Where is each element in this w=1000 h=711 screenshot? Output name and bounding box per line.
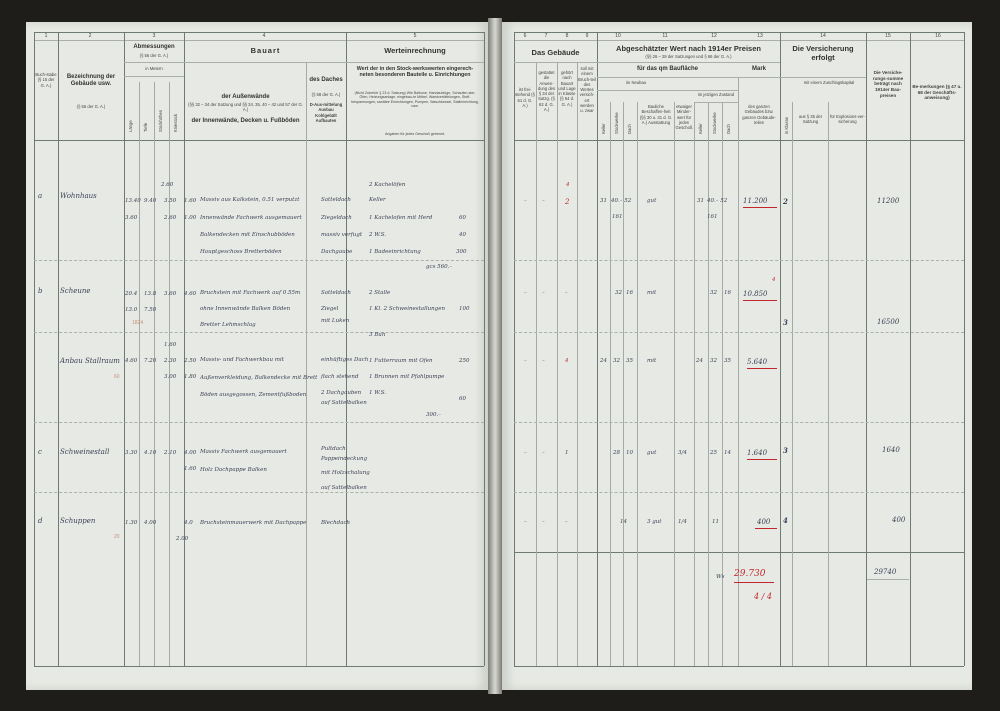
frei-value: – — [524, 519, 527, 525]
anw-value: – — [542, 290, 545, 296]
header-ausmittlung: D-Aus-mittelung Ausbau Kohlgebält Aufbauten — [309, 102, 343, 123]
wert-value: 100 — [459, 306, 470, 312]
row-letter: a — [38, 192, 43, 200]
qm-stockwerke: 40.– 52 — [611, 198, 632, 204]
col-divider — [154, 82, 155, 666]
row-letter: d — [38, 517, 43, 525]
header-daches: des Daches — [309, 77, 343, 83]
col-number: 11 — [662, 33, 668, 39]
dim-value: 1.00 — [184, 215, 197, 221]
anw-value: – — [542, 358, 545, 364]
sub-rule — [124, 76, 184, 77]
frei-value: – — [524, 290, 527, 296]
header-bottom-rule — [34, 140, 484, 141]
dim-value: 1.60 — [184, 466, 197, 472]
aussen-text: Holz Dachpappe Balken — [200, 467, 267, 473]
header-aus-35: aus § 35 der Satzung — [798, 114, 823, 125]
col-divider — [792, 102, 793, 666]
dach-text: Dachgaube — [321, 249, 353, 255]
wert-text: 1 W.S. — [369, 390, 387, 396]
header-buchstabe: Buch-stabe (§ 15 der G. A.) — [35, 72, 57, 88]
header-das-gebaeude: Das Gebäude — [531, 48, 580, 57]
dim-value: 2.30 — [164, 358, 177, 364]
dach-text: mit Holzschalung — [321, 470, 370, 476]
wert-text: 2 Stalle — [369, 290, 391, 296]
column-number-rule — [514, 40, 964, 41]
left-page — [26, 22, 488, 690]
total-prefix: Ws — [716, 574, 725, 580]
col-number: 15 — [885, 33, 891, 39]
klasse-value: – — [565, 519, 568, 525]
col-divider — [346, 32, 347, 666]
frame-right — [484, 32, 485, 666]
col-divider — [124, 32, 125, 666]
anw-value: – — [542, 519, 545, 525]
header-mark: Mark — [751, 66, 766, 72]
aussen-text: Bruchstein mit Fachwerk auf 0.55m — [200, 290, 301, 296]
aussen-text: ohne Innenwände Balken Böden — [200, 306, 291, 312]
dim-value: 7.50 — [144, 307, 157, 313]
wert-text: 1 Brunnen mit Pfahlpumpe — [369, 374, 445, 380]
jz-stockwerke: 25 — [710, 450, 717, 456]
wert-total: gcs 560.– — [426, 264, 453, 270]
versicherung-klasse: 3 — [783, 318, 788, 327]
sub-rule — [597, 90, 738, 91]
qm-dach: 16 — [626, 290, 633, 296]
dach-text: auf Sattelbalken — [321, 485, 367, 491]
row-separator — [514, 492, 964, 493]
red-underline — [734, 582, 774, 583]
wert-text: Keller — [369, 197, 386, 203]
klasse-value: 4 — [565, 358, 569, 364]
qm-stockwerke: 32 — [615, 290, 622, 296]
header-versicherung: Die Versicherung erfolgt — [792, 44, 854, 62]
gebaeude-wert: 1.640 — [747, 449, 768, 457]
dim-value: 2.10 — [164, 450, 177, 456]
versicherungssumme: 1640 — [882, 446, 900, 454]
bottom-rule — [34, 666, 484, 667]
dach-text: flach stehend — [321, 374, 359, 380]
margin-mark: 60 — [114, 374, 120, 380]
qm-dach: 35 — [626, 358, 633, 364]
jz-stockwerke: 32 — [710, 358, 717, 364]
header-keller-jz: Keller — [698, 123, 703, 134]
versicherung-klasse: 4 — [783, 516, 788, 525]
aussen-text: Innenwände Fachwerk ausgemauert — [200, 215, 302, 221]
frame-left — [514, 32, 515, 666]
header-in-klasse: in Klasse — [784, 117, 789, 134]
col-divider — [58, 32, 59, 666]
header-innenwaende: der Innenwände, Decken u. Fußböden — [191, 118, 300, 124]
aussen-text: Außenverkleidung, Balkendecke mit Brett — [200, 375, 318, 381]
dach-text: auf Sattelbalken — [321, 400, 367, 406]
frei-value: – — [524, 358, 527, 364]
header-kniestock: Kniestock — [173, 113, 178, 132]
building-name: Scheune — [60, 287, 91, 295]
sub-rule — [780, 77, 866, 78]
col-number: 13 — [757, 33, 763, 39]
versicherungssumme: 400 — [892, 516, 906, 524]
header-bemerkungen: Be-merkungen (§ 47 u. 68 der Geschäfts-anweisung) — [912, 84, 962, 101]
header-bottom-rule — [514, 140, 964, 141]
col-divider — [184, 32, 185, 666]
jz-dach: 161 — [707, 214, 718, 220]
summe-underline — [867, 579, 909, 580]
row-separator — [34, 492, 484, 493]
qm-stockwerke: 14 — [620, 519, 627, 525]
frame-left — [34, 32, 35, 666]
header-fuer-qm: für das qm Baufläche — [636, 66, 698, 72]
row-separator — [34, 422, 484, 423]
col-divider — [780, 32, 781, 666]
dach-text: Pultdach — [321, 446, 346, 452]
book-spine — [488, 18, 502, 694]
minderwert-value: 3/4 — [678, 450, 687, 456]
col-number: 4 — [262, 33, 266, 39]
building-name: Schuppen — [60, 517, 96, 525]
margin-mark: 20 — [114, 534, 120, 540]
wert-text: 1 Kachelofen mit Herd — [369, 215, 433, 221]
frei-value: – — [524, 450, 527, 456]
dach-text: Satteldach — [321, 290, 351, 296]
gebaeude-wert: 5.640 — [747, 358, 768, 366]
aussen-text: Hauptgeschoss Bretterböden — [200, 249, 282, 255]
klasse-value: – — [565, 290, 568, 296]
header-stockwerke: Stockwerke — [614, 112, 619, 134]
dim-value: 3.60 — [164, 291, 177, 297]
dach-text: Pappeindeckung — [321, 456, 368, 462]
jz-stockwerke: 32 — [710, 290, 717, 296]
col-divider — [306, 62, 307, 666]
header-fuer-explosion: für Explosions-ver-sicherung — [830, 114, 865, 125]
header-tiefe: Tiefe — [143, 122, 148, 132]
aussen-text: Massiv Fachwerk ausgemauert — [200, 449, 287, 455]
header-aussenwaende-ref: (§§ 32 – 34 der Satzung und §§ 34, 35, 40 – 42 und 57 der G. A.) — [188, 102, 303, 113]
dim-value: 3.60 — [125, 215, 138, 221]
sub-rule — [597, 77, 780, 78]
column-number-rule — [34, 40, 484, 41]
col-divider — [694, 102, 695, 666]
header-im-neubau: im Neubau — [625, 80, 647, 85]
col-divider — [674, 102, 675, 666]
right-page — [502, 22, 972, 690]
row-separator — [514, 260, 964, 261]
red-underline — [747, 368, 777, 369]
anw-value: – — [542, 450, 545, 456]
dim-value: 13.40 — [125, 198, 141, 204]
frame-right — [964, 32, 965, 666]
wert-value: 60 — [459, 215, 466, 221]
building-name: Wohnhaus — [60, 192, 97, 200]
col-number: 1 — [44, 33, 48, 39]
aussen-text: Böden ausgegossen, Zementfußboden — [200, 392, 307, 398]
dach-text: 2 Dachgauben — [321, 390, 362, 396]
row-separator — [34, 260, 484, 261]
col-divider — [610, 102, 611, 666]
qm-keller: 31 — [600, 198, 607, 204]
jz-stockwerke: 11 — [712, 519, 719, 525]
header-gehoert: gehört nach Bauart und Lage in Klasse (§ 64 d. G. A.) — [558, 70, 576, 107]
red-underline — [755, 528, 777, 529]
qm-keller: 24 — [600, 358, 607, 364]
header-im-jetzigen: im jetzigen Zustand — [697, 92, 735, 97]
header-wert-der: Wert der in den Stock-werkswerten eingerech-neten besonderen Bauteile u. Einrichtungen — [356, 66, 474, 79]
dim-value: 1.30 — [125, 520, 138, 526]
header-aussenwaende: der Außenwände — [221, 94, 270, 100]
header-abgeschaetzter-ref: (§§ 26 – 29 der Satzungen und § 66 der G. A.) — [645, 54, 732, 59]
header-abmessungen: Abmessungen — [133, 44, 175, 50]
klasse-value: 1 — [565, 450, 569, 456]
header-versicherungssumme: Die Versiche-rungs-summe beträgt nach 1914er Bau-preisen — [872, 70, 904, 98]
wert-text: 2 Kachelöfen — [369, 182, 406, 188]
header-bauliche: Bauliche Beschaffen-heit (§§ 30 u. 31 d. G. A.) Ausstattung — [639, 104, 673, 125]
gebaeude-wert: 400 — [757, 518, 771, 526]
jz-dach: 14 — [724, 450, 731, 456]
header-bezeichnung-ref: (§ 55 der G. A.) — [76, 104, 106, 109]
dim-value: 4.0 — [184, 520, 193, 526]
dim-value: 7.20 — [144, 358, 157, 364]
dach-text: Ziegeldach — [321, 215, 352, 221]
dim-value: 4.00 — [184, 450, 197, 456]
header-angaben: Angaben für jedes Geschoß getrennt. — [385, 132, 445, 136]
dach-text: einhüftiges Dach — [321, 357, 369, 363]
col-number: 3 — [152, 33, 156, 39]
col-number: 16 — [935, 33, 941, 39]
wert-value: 40 — [459, 232, 466, 238]
col-divider — [708, 102, 709, 666]
jz-dach: 16 — [724, 290, 731, 296]
header-stockwerke-jz: Stockwerke — [712, 112, 717, 134]
header-laenge: Länge — [128, 120, 133, 132]
header-wert-note: (Nicht Zubehör § 23 d. Satzung) Wie Balkone, Handaufzüge, Schaufen-ster, Öfen, Heizungsanlage, eingebau-te Möbel, Wandvertäfelungen, Stoff-bespannungen, sanitäre Einrichtungen, Pumpen, Waschkessel, Stalleinrichtung, usw. — [351, 91, 479, 109]
margin-mark: 1824 — [132, 320, 144, 326]
header-stockhoehen: Stockhöhen — [158, 109, 163, 132]
versicherungssumme: 16500 — [877, 318, 900, 326]
dim-value: 13.8 — [144, 291, 157, 297]
dim-value: 13.0 — [125, 307, 138, 313]
row-letter: b — [38, 287, 43, 295]
wert-text: 1 Kl. 2 Schweinestallungen — [369, 306, 446, 312]
qm-stockwerke: 32 — [613, 358, 620, 364]
col-number: 10 — [615, 33, 621, 39]
versicherungssumme: 11200 — [877, 197, 900, 205]
frei-value: – — [524, 198, 527, 204]
dim-value: 2.50 — [184, 358, 197, 364]
dach-text: Satteldach — [321, 197, 351, 203]
versicherung-klasse: 2 — [783, 197, 788, 206]
jz-dach: 35 — [724, 358, 731, 364]
dim-value: 3.00 — [164, 374, 177, 380]
col-number: 14 — [820, 33, 826, 39]
dim-value: 9.40 — [144, 198, 157, 204]
wert-correction: 4 — [772, 277, 776, 283]
sub-rule — [184, 62, 484, 63]
col-divider — [536, 62, 537, 666]
dim-value: 3.30 — [125, 450, 138, 456]
building-name: Schweinestall — [60, 448, 110, 456]
col-divider — [910, 32, 911, 666]
dim-value: 2.60 — [164, 215, 177, 221]
red-underline — [747, 459, 777, 460]
sub-rule — [694, 102, 738, 103]
dach-text: Blechdach — [321, 520, 351, 526]
baul-value: mit — [647, 290, 657, 296]
wert-text: 1 Futterraum mit Ofen — [369, 358, 433, 364]
header-abmessungen-ref: (§ 56 der G. A.) — [139, 53, 169, 58]
col-divider — [577, 62, 578, 666]
baul-value: gut — [647, 198, 657, 204]
col-divider — [828, 102, 829, 666]
building-name: Anbau Stallraum — [60, 357, 120, 365]
aussen-text: Massiv- und Fachwerkbau mit — [200, 357, 284, 363]
row-separator — [34, 332, 484, 333]
col-number: 12 — [711, 33, 717, 39]
header-dach: Dach — [627, 124, 632, 134]
col-number: 7 — [544, 33, 548, 39]
dim-value: 4.60 — [125, 358, 138, 364]
red-underline — [743, 207, 777, 208]
dim-value: 1.60 — [164, 342, 177, 348]
header-bezeichnung: Bezeichnung der Gebäude usw. — [66, 74, 116, 87]
header-werteinrechnung: Werteinrechnung — [384, 46, 446, 55]
jz-keller: 24 — [696, 358, 703, 364]
jz-stockwerke: 40.– 52 — [707, 198, 728, 204]
header-ganzen: des ganzen Gebäudes bzw. ganzen Gebäude-teiles — [742, 104, 776, 125]
wert-text: 2 W.S. — [369, 232, 387, 238]
row-separator — [514, 422, 964, 423]
col-divider — [866, 32, 867, 666]
wert-text: 1 Badeeinrichtung — [369, 249, 421, 255]
total-wert: 29.730 — [734, 569, 766, 579]
gebaeude-wert: 10.850 — [743, 290, 768, 298]
col-number: 5 — [413, 33, 417, 39]
sub-rule — [597, 62, 780, 63]
anw-value: – — [542, 198, 545, 204]
wert-total: 300.– — [426, 412, 441, 418]
col-number: 8 — [565, 33, 569, 39]
bottom-rule — [514, 666, 964, 667]
klasse-correction: 4 — [566, 182, 570, 188]
col-divider — [637, 102, 638, 666]
wert-value: 60 — [459, 396, 466, 402]
header-keller: Keller — [601, 123, 606, 134]
baul-value: 3 gut — [647, 519, 662, 525]
col-divider — [597, 32, 598, 666]
header-in-metern: in Metern — [145, 66, 163, 71]
col-divider — [557, 62, 558, 666]
col-divider — [722, 102, 723, 666]
header-abgeschaetzter: Abgeschätzter Wert nach 1914er Preisen — [616, 44, 761, 53]
dim-value: 3.50 — [164, 198, 177, 204]
header-mit-einem: mit einem Zuschlagskapital — [803, 80, 855, 85]
col-number: 6 — [523, 33, 527, 39]
header-daches-ref: (§ 58 der G. A.) — [311, 92, 341, 97]
versicherung-klasse: 3 — [783, 446, 788, 455]
header-ist-freistehend: ist frei-stehend (§ 61 d. G. A.) — [515, 87, 535, 108]
wert-value: 300 — [456, 249, 467, 255]
row-letter: c — [38, 448, 42, 456]
row-separator — [514, 332, 964, 333]
total-note: 4 / 4 — [754, 592, 772, 601]
header-gestattet: gestattet die Anwen-dung des § 34 der Satzg. (§ 62 d. G. A.) — [537, 70, 556, 112]
summe-total: 29740 — [874, 568, 897, 576]
dach-text: mit Luken — [321, 318, 350, 324]
qm-stockwerke: 28 — [613, 450, 620, 456]
dim-value: 4.60 — [184, 291, 197, 297]
dim-value: 4.00 — [144, 520, 157, 526]
minderwert-value: 1/4 — [678, 519, 687, 525]
sub-rule — [514, 62, 597, 63]
jz-keller: 31 — [697, 198, 704, 204]
klasse-value: 2 — [565, 198, 570, 206]
baul-value: gut — [647, 450, 657, 456]
red-underline — [743, 300, 777, 301]
dim-value: 4.10 — [144, 450, 157, 456]
qm-dach: 10 — [626, 450, 633, 456]
header-soll-mit: soll mit einem Bruch-teil des Wertes versich-ert werden u. zwar — [578, 66, 596, 113]
total-rule — [514, 552, 964, 553]
dim-value: 1.80 — [184, 374, 197, 380]
col-divider — [139, 82, 140, 666]
dim-value: 2.60 — [161, 182, 174, 188]
gebaeude-wert: 11.200 — [743, 197, 768, 205]
header-dach-jz: Dach — [726, 124, 731, 134]
aussen-text: Bretter Lehmschlag — [200, 322, 256, 328]
wert-text: 3 Buh — [369, 332, 386, 338]
dim-value: 1.60 — [184, 198, 197, 204]
baul-value: mit — [647, 358, 657, 364]
wert-value: 250 — [459, 358, 470, 364]
sub-rule — [124, 62, 184, 63]
dach-text: massiv verfugt — [321, 232, 363, 238]
qm-dach: 161 — [612, 214, 623, 220]
dach-text: Ziegel — [321, 306, 339, 312]
aussen-text: Massiv aus Kalkstein, 0.51 verputzt — [200, 197, 300, 203]
dim-value: 2.00 — [176, 536, 189, 542]
aussen-text: Bruchsteinmauerwerk mit Dachpappe — [200, 520, 307, 526]
header-minderwert: etwaiger Minder-wert für jedes Geschoß — [675, 104, 693, 130]
col-divider — [623, 102, 624, 666]
col-number: 2 — [88, 33, 92, 39]
header-bauart: Bauart — [250, 46, 281, 55]
aussen-text: Balkendecken mit Einschubböden — [200, 232, 295, 238]
dim-value: 20.4 — [125, 291, 138, 297]
col-number: 9 — [585, 33, 589, 39]
